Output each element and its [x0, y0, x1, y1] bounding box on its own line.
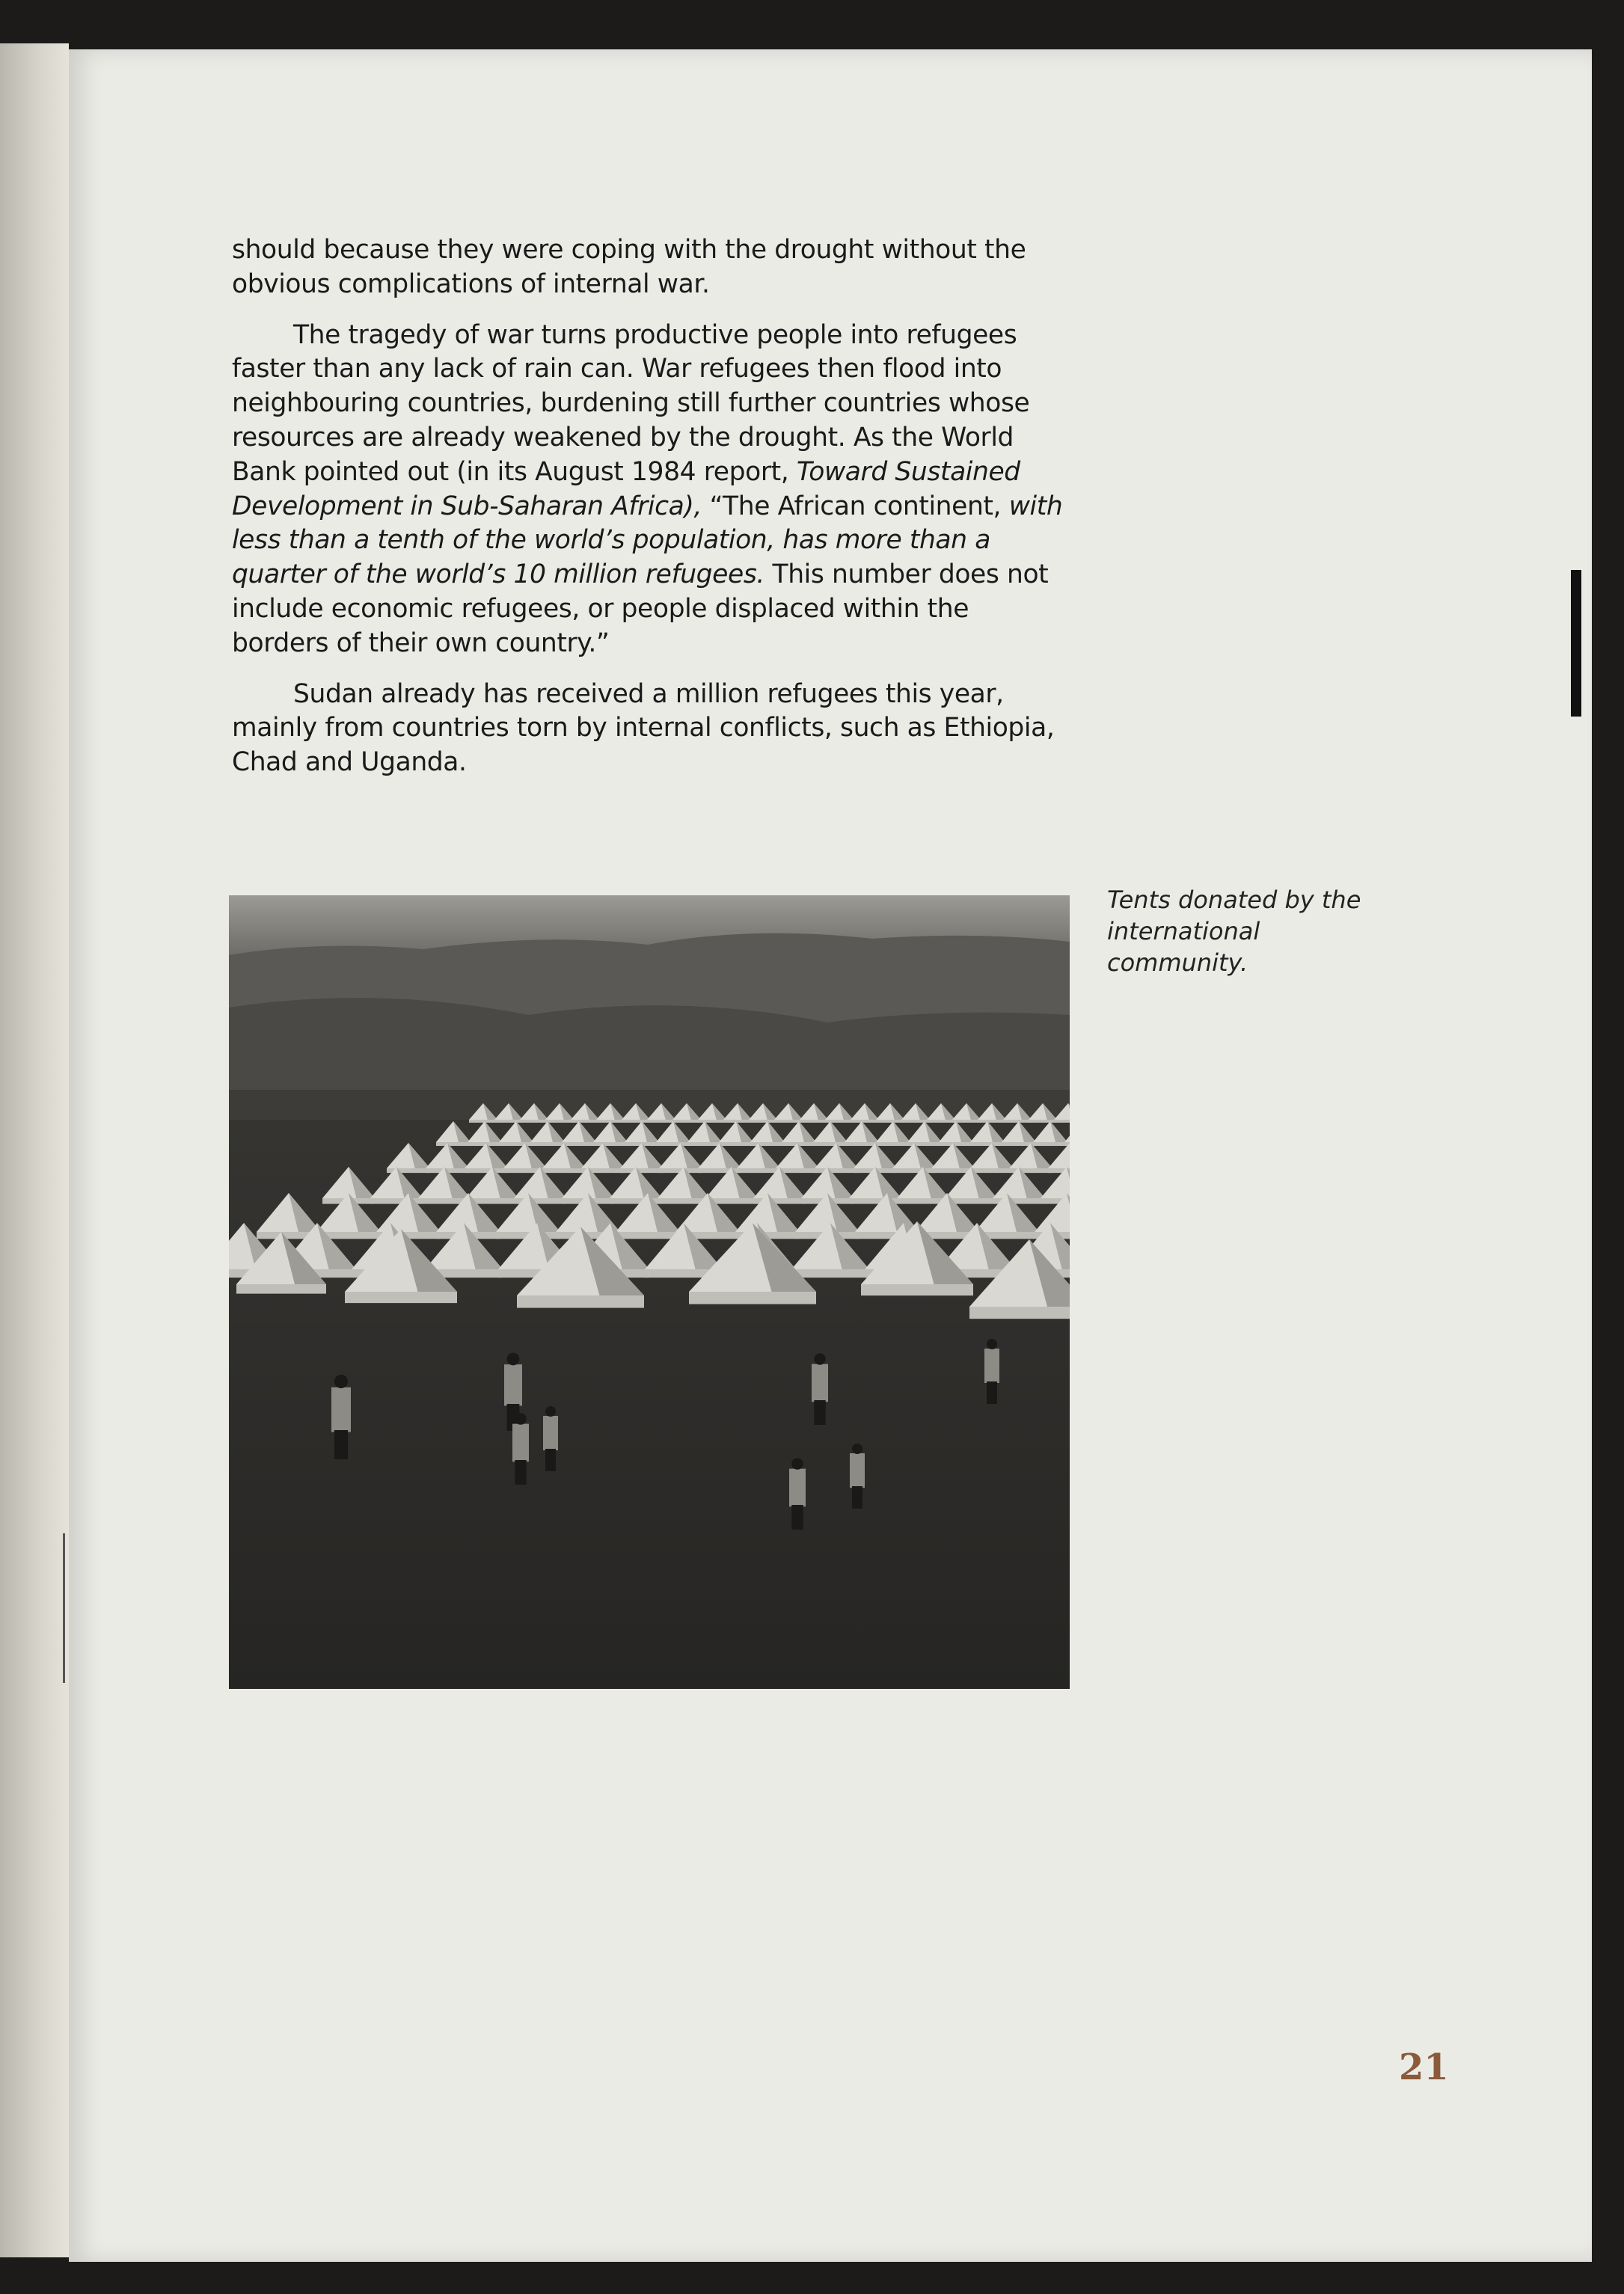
refugee-camp-photo	[229, 895, 1070, 1689]
facing-page-edge	[0, 43, 69, 2257]
paragraph-text-segment: should because they were coping with the drought without the obvious complications of internal war.	[232, 235, 1026, 299]
person-figure	[789, 1458, 806, 1530]
person-figure	[812, 1353, 828, 1425]
person-figure	[543, 1406, 558, 1471]
page-edge-tab	[1571, 570, 1581, 717]
paragraph-text-segment: The tragedy of war turns productive people into refugees faster than any lack of rain can. War refugees then flood into neighbouring countries, burdening still further countries whose resources are already weakened by the drought. As the World Bank pointed out (in its August 1984 report,	[232, 319, 1030, 487]
plain	[229, 998, 1070, 1105]
paragraph-text-segment: Toward Sustained Development in Sub-Saharan Africa),	[232, 456, 1020, 521]
paragraph-2	[232, 319, 1070, 661]
page-number: 21	[1399, 2046, 1449, 2088]
tents-photo-image	[229, 895, 1070, 1689]
article-body	[232, 233, 1070, 797]
photo-caption: Tents donated by the international community.	[1107, 886, 1361, 977]
paragraph-text-segment: Sudan already has received a million refugees this year, mainly from countries torn by internal conflicts, such as Ethiopia, Chad and Uganda.	[232, 678, 1055, 778]
paragraph-text-segment: “The African continent,	[702, 491, 1009, 521]
paragraph-3	[232, 678, 1070, 780]
paragraph-text-segment: This number does not include economic refugees, or people displaced within the borders of their own country.”	[232, 559, 1049, 658]
binding-line	[63, 1533, 65, 1683]
paragraph-1	[232, 233, 1070, 302]
person-figure	[850, 1444, 865, 1509]
paragraph-text-segment: with less than a tenth of the world’s population, has more than a quarter of the world’s 10 million refugees.	[232, 491, 1063, 590]
person-figure	[984, 1339, 999, 1404]
